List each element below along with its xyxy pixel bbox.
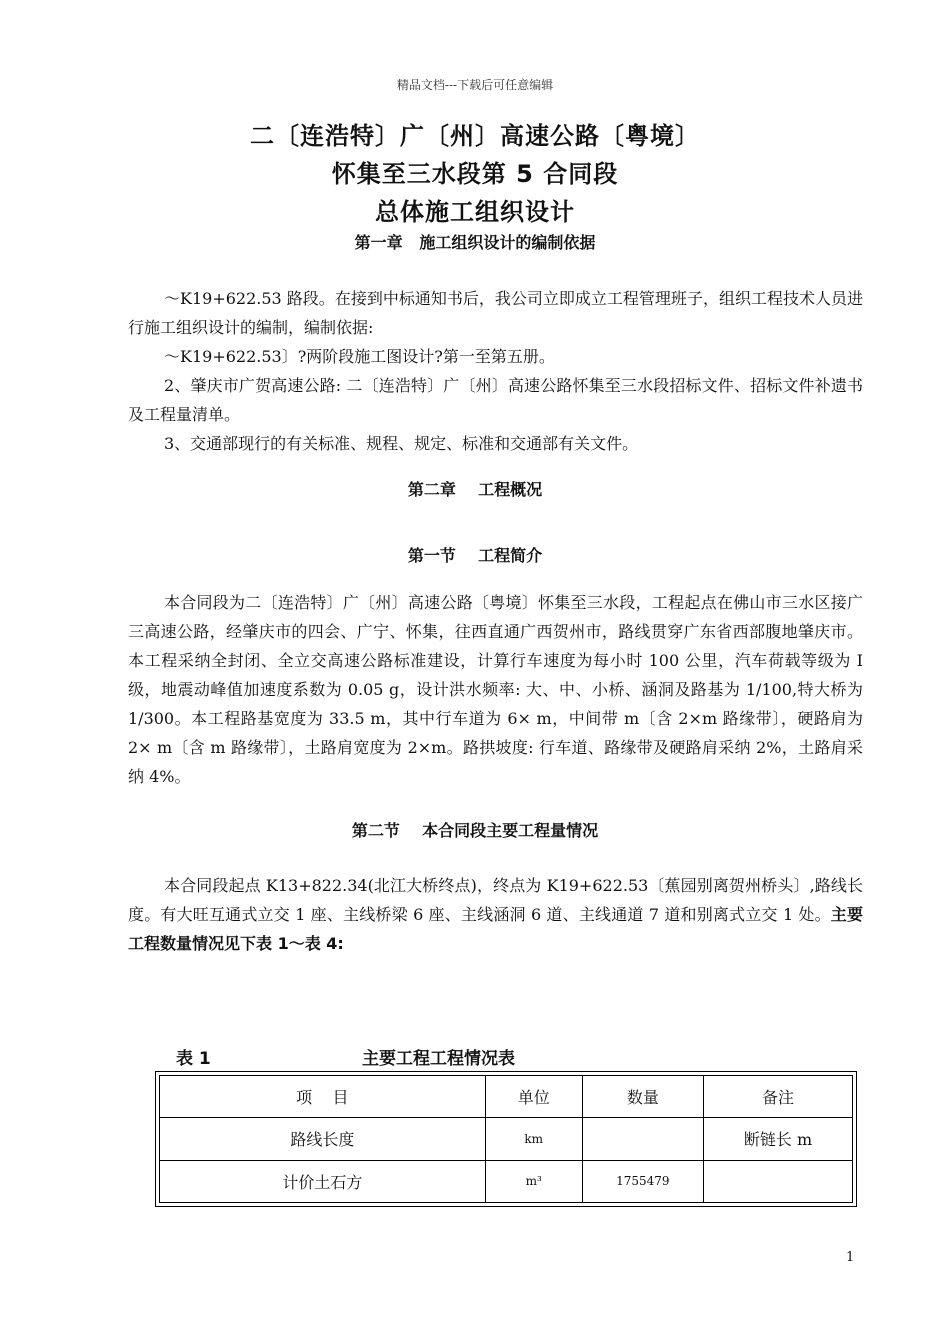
cell-remarks [703, 1160, 852, 1202]
header-quantity: 数量 [582, 1076, 703, 1118]
table-1-grid [159, 1075, 853, 1203]
page-number: 1 [846, 1250, 855, 1265]
section-1-heading: 第一节 工程简介 [407, 546, 543, 565]
table-row [160, 1160, 853, 1202]
header-unit: 单位 [485, 1076, 582, 1118]
doc-title-line-1: 二〔连浩特〕广〔州〕高速公路〔粤境〕 [250, 122, 700, 150]
section-1-body: 本合同段为二〔连浩特〕广〔州〕高速公路〔粤境〕怀集至三水段，工程起点在佛山市三水区接广三高速公路，经肇庆市的四会、广宁、怀集，往西直通广西贺州市，路线贯穿广东省西部腹地肇庆市。本工程采纳全封闭、全立交高速公路标准建设，计算行车速度为每小时 100 公里，汽车荷载等级为 I 级，地震动峰值加速度系数为 0.05 g，设计洪水频率: 大、中、小桥、涵洞及路基为 1/100,特大桥为 1/300。本工程路基宽度为 33.5 m，其中行车道为 6× m，中间带 m〔含 2×m 路缘带〕，硬路肩为 2× m〔含 m 路缘带〕，土路肩宽度为 2×m。路拱坡度: 行车道、路缘带及硬路肩采纳 2%，土路肩采纳 4%。 [128, 593, 863, 786]
section-2-body [128, 871, 863, 958]
chapter-2-heading: 第二章 工程概况 [407, 480, 543, 499]
ch1-paragraph-2: ～K19+622.53〕?两阶段施工图设计?第一至第五册。 [164, 347, 555, 366]
header-remarks: 备注 [703, 1076, 852, 1118]
table-1-label: 表 1 [176, 1049, 211, 1069]
table-header-row [160, 1076, 853, 1118]
ch1-paragraph-4: 3、交通部现行的有关标准、规程、规定、标准和交通部有关文件。 [164, 434, 639, 453]
ch1-paragraph-1: ～K19+622.53 路段。在接到中标通知书后，我公司立即成立工程管理班子，组织工程技术人员进行施工组织设计的编制，编制依据: [128, 289, 863, 337]
cell-quantity: 1755479 [582, 1160, 703, 1202]
page-header: 精品文档---下载后可任意编辑 [396, 78, 554, 92]
table-row [160, 1118, 853, 1160]
section-2-body-text: 本合同段起点 K13+822.34(北江大桥终点)，终点为 K19+622.53〔蕉园别离贺州桥头〕,路线长度。有大旺互通式立交 1 座、主线桥梁 6 座、主线涵洞 6 道、主线通道 7 道和别离式立交 1 处。 [128, 876, 863, 924]
cell-unit: km [485, 1118, 582, 1160]
cell-remarks: 断链长 m [703, 1118, 852, 1160]
doc-title-line-2: 怀集至三水段第 5 合同段 [331, 160, 619, 188]
ch1-paragraph-3: 2、肇庆市广贺高速公路: 二〔连浩特〕广〔州〕高速公路怀集至三水段招标文件、招标文件补遗书及工程量清单。 [128, 376, 863, 424]
table-1 [155, 1071, 857, 1207]
section-2-body-bold: 主要工程数量情况见下表 1～表 4: [128, 905, 863, 953]
chapter-1-heading: 第一章 施工组织设计的编制依据 [354, 233, 596, 252]
doc-title-line-3: 总体施工组织设计 [375, 198, 575, 226]
header-item: 项 目 [160, 1076, 486, 1118]
cell-quantity [582, 1118, 703, 1160]
cell-unit: m³ [485, 1160, 582, 1202]
cell-item: 路线长度 [160, 1118, 486, 1160]
cell-item: 计价土石方 [160, 1160, 486, 1202]
section-2-heading: 第二节 本合同段主要工程量情况 [351, 821, 599, 840]
table-1-caption: 主要工程工程情况表 [362, 1049, 515, 1069]
